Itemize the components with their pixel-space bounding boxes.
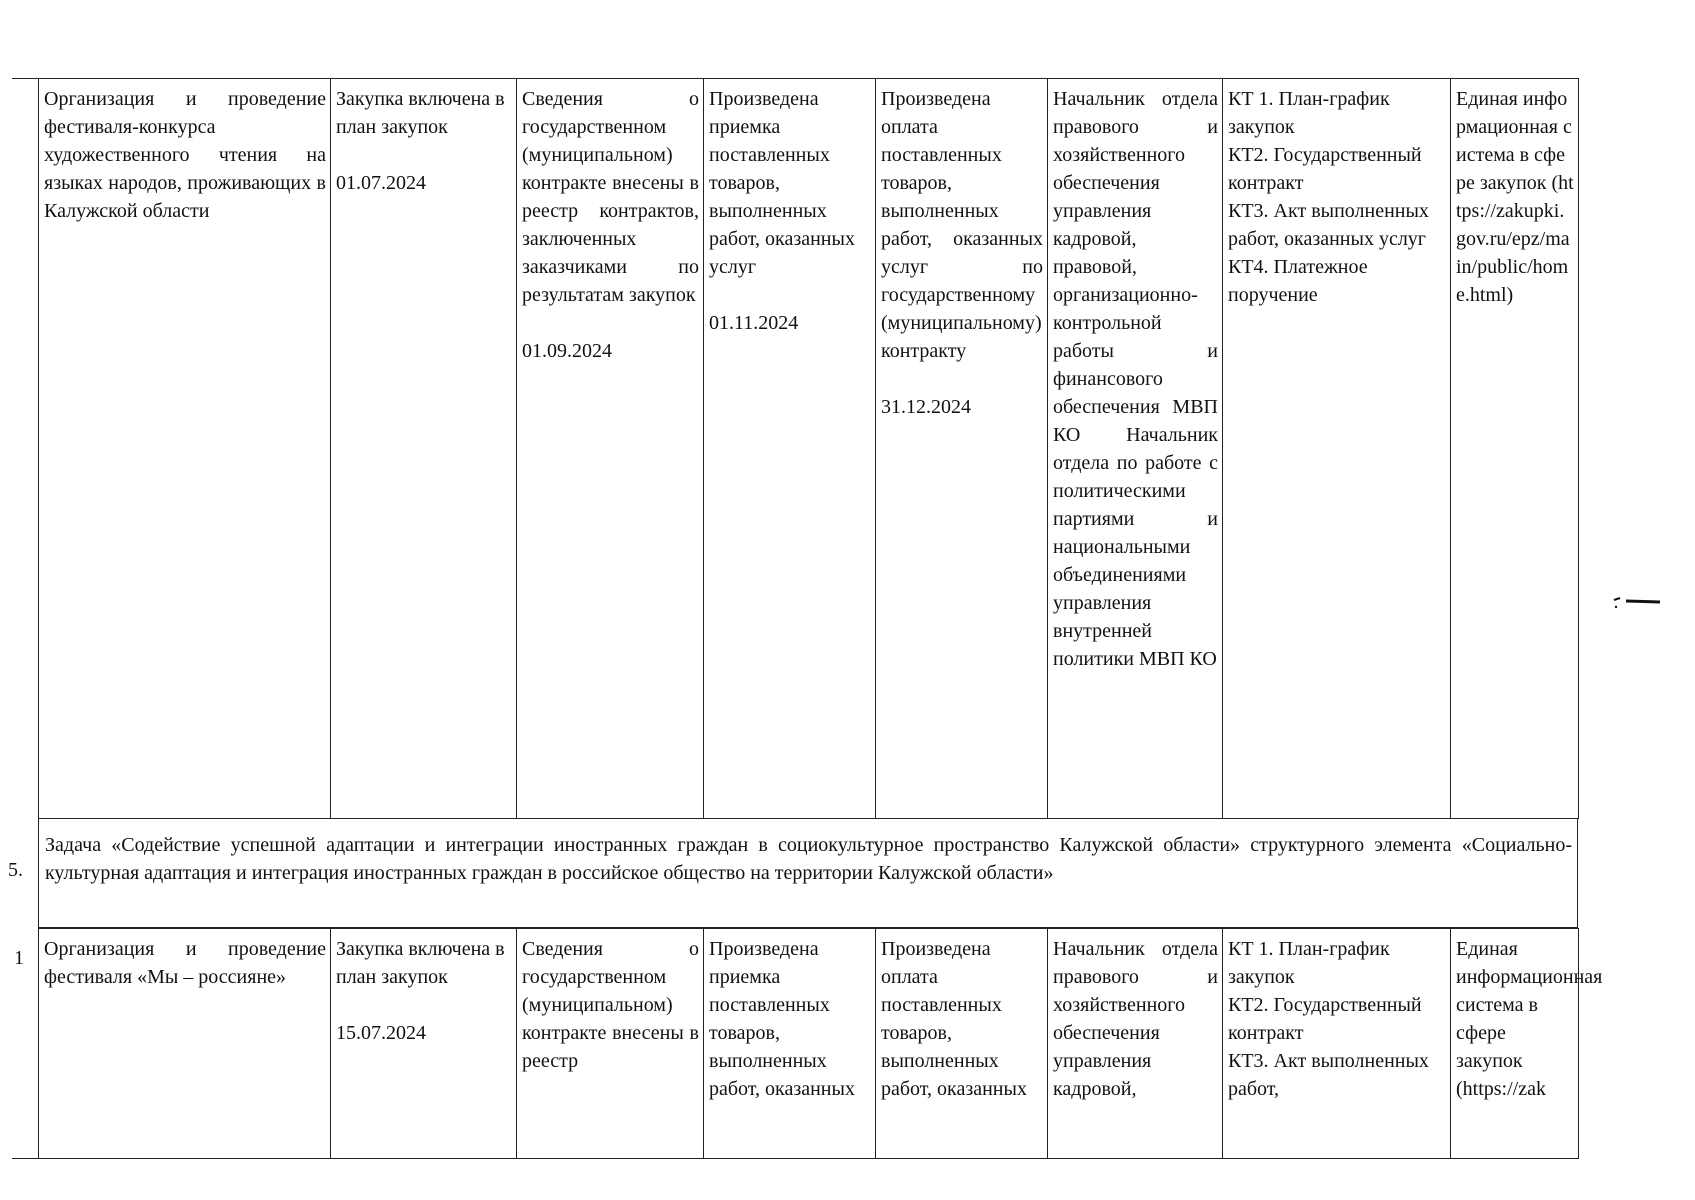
scan-artifact-mark <box>1612 596 1662 610</box>
checkpoint2-cell <box>517 79 704 819</box>
table-left-edge-top <box>12 78 40 79</box>
checkpoint4-cell <box>876 79 1048 819</box>
checkpoint2-date: 01.09.2024 <box>522 340 612 362</box>
row2-number: 1 <box>14 947 24 969</box>
checkpoint1-text: Закупка включена в план закупок <box>336 938 505 988</box>
event-name-cell: Организация и проведение фестиваля-конкурса художественного чтения на языках народов, проживающих в Калужской области <box>39 79 331 819</box>
documents-cell: КТ 1. План-график закупок КТ2. Государственный контракт КТ3. Акт выполненных работ, <box>1223 929 1451 1159</box>
checkpoint2-cell: Сведения о государственном (муниципальном) контракте внесены в реестр <box>517 929 704 1159</box>
checkpoint2-text: Сведения о государственном (муниципальном) контракте внесены в реестр контрактов, заключенных заказчиками по результатам закупок <box>522 88 699 306</box>
checkpoint3-text: Произведена приемка поставленных товаров, выполненных работ, оказанных услуг <box>709 88 855 278</box>
checkpoint3-date: 01.11.2024 <box>709 312 799 334</box>
checkpoint1-cell <box>331 929 517 1159</box>
responsible-cell: Начальник отдела правового и хозяйственного обеспечения управления кадровой, правовой, организационно-контрольной работы и финансового обеспечения МВП КО Начальник отдела по работе с политическими партиями и национальными объединениями управления внутренней политики МВП КО <box>1048 79 1223 819</box>
checkpoint4-cell: Произведена оплата поставленных товаров, выполненных работ, оказанных <box>876 929 1048 1159</box>
task-row-number: 5. <box>8 859 23 881</box>
checkpoint1-date: 01.07.2024 <box>336 172 426 194</box>
checkpoint3-cell: Произведена приемка поставленных товаров, выполненных работ, оказанных <box>704 929 876 1159</box>
documents-cell: КТ 1. План-график закупок КТ2. Государственный контракт КТ3. Акт выполненных работ, оказанных услуг КТ4. Платежное поручение <box>1223 79 1451 819</box>
table-row-2 <box>38 928 1603 1159</box>
checkpoint1-text: Закупка включена в план закупок <box>336 88 505 138</box>
checkpoint3-cell <box>704 79 876 819</box>
event-name-cell: Организация и проведение фестиваля «Мы – россияне» <box>39 929 331 1159</box>
info-system-cell: Единая информационная система в сфере закупок (https://zak <box>1451 929 1579 1159</box>
checkpoint4-date: 31.12.2024 <box>881 396 971 418</box>
checkpoint1-cell <box>331 79 517 819</box>
responsible-cell: Начальник отдела правового и хозяйственного обеспечения управления кадровой, <box>1048 929 1223 1159</box>
info-system-cell: Единая информационная система в сфере закупок (https://zakupki.gov.ru/epz/main/public/home.html) <box>1451 79 1579 819</box>
checkpoint1-date: 15.07.2024 <box>336 1022 426 1044</box>
table-row-1 <box>38 78 1579 819</box>
checkpoint4-text: Произведена оплата поставленных товаров, выполненных работ, оказанных услуг по государственному (муниципальному) контракту <box>881 88 1043 362</box>
task-description: Задача «Содействие успешной адаптации и интеграции иностранных граждан в социокультурное пространство Калужской области» структурного элемента «Социально-культурная адаптация и интеграция иностранных граждан в российское общество на территории Калужской области» <box>38 818 1578 928</box>
